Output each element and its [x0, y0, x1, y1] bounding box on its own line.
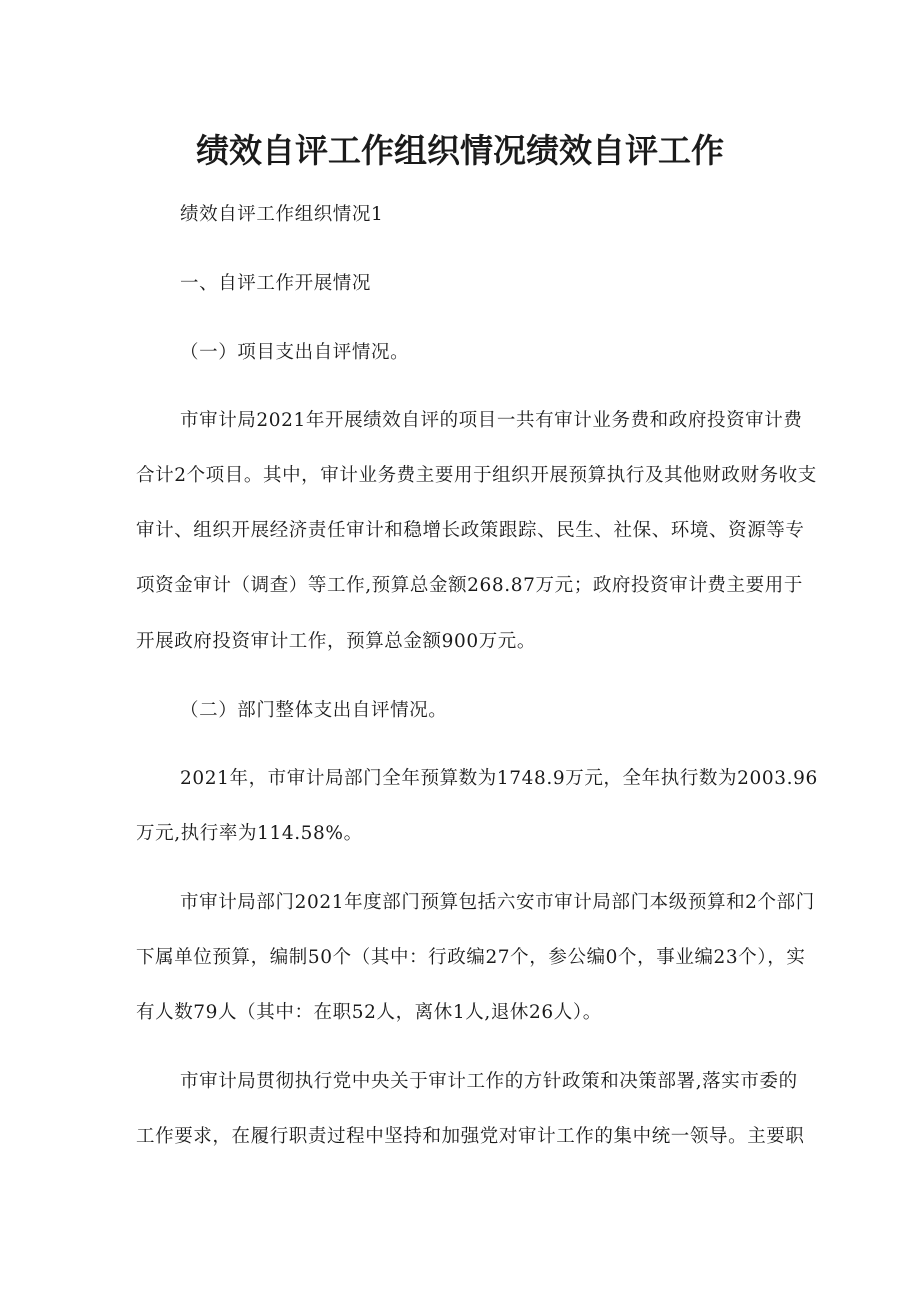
- paragraph-line: 工作要求，在履行职责过程中坚持和加强党对审计工作的集中统一领导。主要职: [136, 1126, 805, 1147]
- paragraph-line: 项资金审计（调查）等工作,预算总金额268.87万元；政府投资审计费主要用于: [136, 575, 803, 596]
- paragraph-line: 开展政府投资审计工作，预算总金额900万元。: [136, 631, 537, 652]
- paragraph-line: 万元,执行率为114.58%。: [136, 823, 363, 844]
- paragraph-line: 市审计局贯彻执行党中央关于审计工作的方针政策和决策部署,落实市委的: [180, 1071, 798, 1092]
- subsection-heading: （二）部门整体支出自评情况。: [180, 700, 448, 721]
- document-title: 绩效自评工作组织情况绩效自评工作: [196, 131, 724, 170]
- section-heading: 一、自评工作开展情况: [180, 273, 372, 294]
- paragraph-line: 审计、组织开展经济责任审计和稳增长政策跟踪、民生、社保、环境、资源等专: [136, 520, 805, 541]
- paragraph-line: 市审计局2021年开展绩效自评的项目一共有审计业务费和政府投资审计费: [180, 410, 803, 431]
- section-heading: 绩效自评工作组织情况1: [180, 204, 384, 225]
- paragraph-line: 合计2个项目。其中，审计业务费主要用于组织开展预算执行及其他财政财务收支: [136, 465, 817, 486]
- paragraph-line: 有人数79人（其中：在职52人，离休1人,退休26人）。: [136, 1002, 602, 1023]
- subsection-heading: （一）项目支出自评情况。: [180, 342, 410, 363]
- paragraph-line: 2021年，市审计局部门全年预算数为1748.9万元，全年执行数为2003.96: [180, 768, 818, 789]
- paragraph-line: 市审计局部门2021年度部门预算包括六安市审计局部门本级预算和2个部门: [180, 892, 815, 913]
- paragraph-line: 下属单位预算，编制50个（其中：行政编27个，参公编0个，事业编23个），实: [136, 947, 806, 968]
